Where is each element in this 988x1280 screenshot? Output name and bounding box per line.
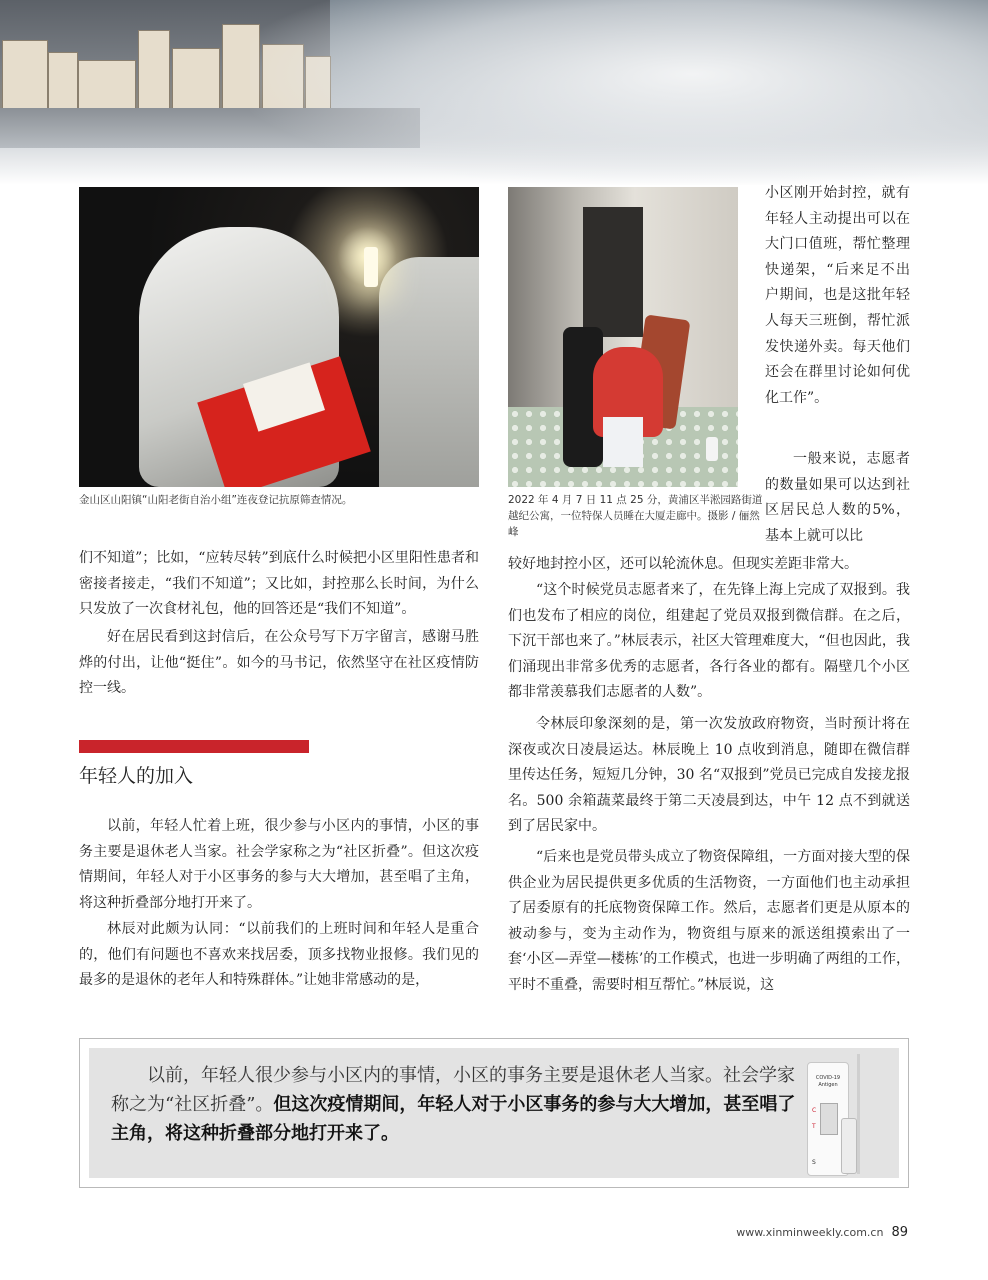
right-col-para-2: 一般来说，志愿者的数量如果可以达到社区居民总人数的5%，基本上就可以比 bbox=[765, 451, 910, 544]
pull-quote-text bbox=[111, 1061, 796, 1148]
footer-url: www.xinminweekly.com.cn bbox=[736, 1226, 884, 1239]
pull-quote-box bbox=[79, 1038, 909, 1188]
kit-window bbox=[820, 1103, 838, 1135]
mid-col-para-2: “这个时候党员志愿者来了，在先锋上海上完成了双报到。我们也发布了相应的岗位，组建起了党员双报到微信群。在之后，下沉干部也来了。”林辰表示，社区大管理难度大，“但也因此，我们涌现出非常多优秀的志愿者，各行各业的都有。隔壁几个小区都非常羡慕我们志愿者的人数”。 bbox=[508, 582, 910, 701]
header-banner-image bbox=[0, 0, 988, 185]
pull-quote-normal: 以前，年轻人很少参与小区内的事情，小区的事务主要是退休老人当家。社会学家称之为“社区折叠”。 bbox=[111, 1065, 795, 1115]
left-col-para-2: 好在居民看到这封信后，在公众号写下万字留言，感谢马胜烨的付出，让他“挺住”。如今的马书记，依然坚守在社区疫情防控一线。 bbox=[79, 629, 479, 697]
section-heading-bar bbox=[79, 740, 309, 753]
photo-night-registration bbox=[79, 187, 479, 487]
photo-caption-1: 金山区山阳镇“山阳老街自治小组”连夜登记抗原筛查情况。 bbox=[79, 494, 353, 506]
pull-quote-bold: 但这次疫情期间，年轻人对于小区事务的参与大大增加，甚至唱了主角，将这种折叠部分地打开来了。 bbox=[111, 1094, 796, 1144]
page-number: 89 bbox=[891, 1225, 908, 1240]
fog-overlay bbox=[250, 0, 988, 185]
kit-mark-t: T bbox=[812, 1123, 816, 1130]
left-col-para-4: 林辰对此颇为认同：“以前我们的上班时间和年轻人是重合的，他们有问题也不喜欢来找居委，顶多找物业报修。我们见的最多的是退休的老年人和特殊群体。”让她非常感动的是， bbox=[79, 921, 479, 989]
mid-col-para-3: 令林辰印象深刻的是，第一次发放政府物资，当时预计将在深夜或次日凌晨运达。林辰晚上 10 点收到消息，随即在微信群里传达任务，短短几分钟，30 名“双报到”党员已完成自发接龙报名。500 余箱蔬菜最终于第二天凌晨到达，中午 12 点不到就送到了居民家中。 bbox=[508, 716, 910, 835]
left-col-para-1: 们不知道”；比如，“应转尽转”到底什么时候把小区里阳性患者和密接者接走，“我们不知道”；又比如，封控那么长时间，为什么只发放了一次食材礼包，他的回答还是“我们不知道”。 bbox=[79, 550, 479, 618]
section-heading: 年轻人的加入 bbox=[79, 765, 194, 787]
right-col-para-1: 小区刚开始封控，就有年轻人主动提出可以在大门口值班，帮忙整理快递架，“后来足不出户期间，也是这批年轻人每天三班倒，帮忙派发快递外卖。每天他们还会在群里讨论如何优化工作”。 bbox=[765, 185, 910, 406]
kit-label: COVID-19 Antigen bbox=[815, 1075, 841, 1088]
left-col-para-3: 以前，年轻人忙着上班，很少参与小区内的事情，小区的事务主要是退休老人当家。社会学家称之为“社区折叠”。但这次疫情期间，年轻人对于小区事务的参与大大增加，甚至唱了主角，将这种折叠部分地打开来了。 bbox=[79, 818, 479, 911]
photo-caption-2: 2022 年 4 月 7 日 11 点 25 分，黄浦区半淞园路街道越纪公寓，一位特保人员睡在大厦走廊中。摄影 / 俪然峰 bbox=[508, 494, 763, 538]
photo-corridor-sleeper bbox=[508, 187, 738, 487]
mid-col-para-1: 较好地封控小区，还可以轮流休息。但现实差距非常大。 bbox=[508, 556, 858, 572]
swab-icon bbox=[857, 1054, 860, 1174]
kit-mark-c: C bbox=[812, 1107, 817, 1114]
page-footer bbox=[0, 1225, 908, 1240]
mid-col-para-4: “后来也是党员带头成立了物资保障组，一方面对接大型的保供企业为居民提供更多优质的生活物资，一方面他们也主动承担了居委原有的托底物资保障工作。然后，志愿者们更是从原本的被动参与，变为主动作为，物资组与原来的派送组摸索出了一套‘小区—弄堂—楼栋’的工作模式，也进一步明确了两组的工作，平时不重叠，需要时相互帮忙。”林辰说，这 bbox=[508, 849, 910, 993]
test-tube-icon bbox=[841, 1118, 857, 1174]
pull-quote-panel bbox=[89, 1048, 899, 1178]
kit-mark-s: S bbox=[812, 1159, 816, 1166]
